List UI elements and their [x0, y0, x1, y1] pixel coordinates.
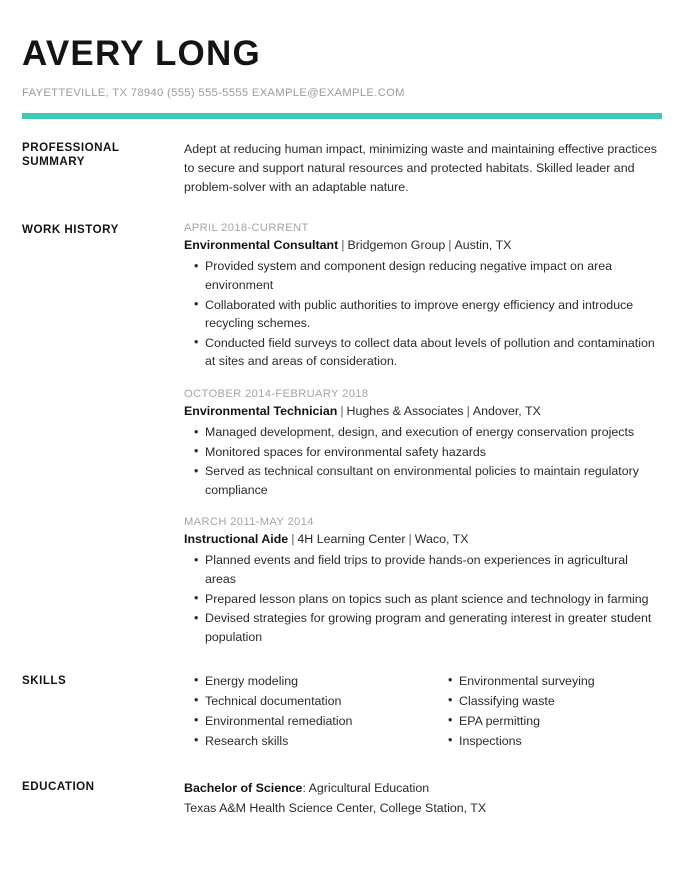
skills-column-right: [423, 673, 662, 753]
job-location: Austin, TX: [454, 238, 512, 253]
skill-item: • Technical documentation: [205, 693, 423, 710]
skill-item: • Energy modeling: [205, 673, 423, 690]
accent-divider-bar: [22, 113, 662, 119]
job-company: Hughes & Associates: [346, 404, 464, 419]
work-history-entry: [184, 388, 662, 499]
job-separator: |: [340, 404, 344, 419]
job-title: Environmental Consultant: [184, 238, 339, 253]
job-separator: |: [291, 532, 295, 547]
job-title: Environmental Technician: [184, 404, 338, 419]
section-label-professional-summary: PROFESSIONAL SUMMARY: [22, 140, 120, 169]
section-body-work-history: [184, 222, 662, 647]
section-work-history: [22, 222, 662, 647]
job-heading: [184, 531, 662, 549]
education-degree: Bachelor of Science: [184, 780, 303, 795]
education-field: : Agricultural Education: [302, 780, 430, 795]
job-bullet: • Collaborated with public authorities to improve energy efficiency and introduce recycling schemes.: [205, 296, 662, 333]
skill-item: • Environmental remediation: [205, 713, 423, 730]
professional-summary-text: Adept at reducing human impact, minimizing waste and maintaining effective practices to secure and support natural resources and protected habitats. Skilled leader and problem-solver with an adaptable nature.: [184, 141, 657, 195]
skill-item: • Classifying waste: [459, 693, 662, 710]
education-institution: Texas A&M Health Science Center, College Station, TX: [184, 800, 487, 815]
job-heading: [184, 403, 662, 421]
section-skills: [22, 673, 662, 753]
job-bullet: • Planned events and field trips to provide hands-on experiences in agricultural areas: [205, 551, 662, 588]
section-education: [22, 779, 662, 819]
job-bullet-list: [184, 423, 662, 499]
section-label-skills: SKILLS: [22, 673, 67, 687]
section-professional-summary: [22, 140, 662, 198]
skill-item: • Inspections: [459, 733, 662, 750]
job-separator: |: [408, 532, 412, 547]
section-body-skills: [184, 673, 662, 753]
job-bullet: • Prepared lesson plans on topics such as plant science and technology in farming: [205, 590, 662, 609]
skills-list-left: [184, 673, 423, 750]
contact-line: FAYETTEVILLE, TX 78940 (555) 555-5555 EXAMPLE@EXAMPLE.COM: [22, 86, 405, 99]
job-location: Waco, TX: [414, 532, 469, 547]
section-label-education: EDUCATION: [22, 779, 95, 793]
job-date: OCTOBER 2014-FEBRUARY 2018: [184, 388, 369, 401]
job-title: Instructional Aide: [184, 532, 289, 547]
job-separator: |: [466, 404, 470, 419]
job-bullet-list: [184, 551, 662, 646]
job-location: Andover, TX: [472, 404, 541, 419]
job-date: MARCH 2011-MAY 2014: [184, 516, 314, 529]
job-date: APRIL 2018-CURRENT: [184, 222, 309, 235]
work-history-entry: [184, 516, 662, 646]
resume-header: [0, 0, 684, 99]
skill-item: • Environmental surveying: [459, 673, 662, 690]
section-body-education: [184, 779, 662, 819]
job-bullet: • Served as technical consultant on environmental policies to maintain regulatory compliance: [205, 462, 662, 499]
skills-columns: [184, 673, 662, 753]
job-company: 4H Learning Center: [297, 532, 406, 547]
job-heading: [184, 237, 662, 255]
job-separator: |: [448, 238, 452, 253]
skill-item: • Research skills: [205, 733, 423, 750]
section-body-professional-summary: [184, 140, 662, 198]
candidate-name: AVERY LONG: [22, 34, 261, 73]
education-degree-line: [184, 779, 662, 799]
skills-list-right: [438, 673, 662, 750]
job-company: Bridgemon Group: [347, 238, 446, 253]
job-bullet: • Devised strategies for growing program and generating interest in greater student population: [205, 609, 662, 646]
work-history-entry: [184, 222, 662, 371]
job-separator: |: [341, 238, 345, 253]
skills-column-left: [184, 673, 423, 753]
resume-content: [0, 140, 684, 819]
job-bullet-list: [184, 257, 662, 371]
skill-item: • EPA permitting: [459, 713, 662, 730]
job-bullet: • Monitored spaces for environmental safety hazards: [205, 443, 662, 462]
section-label-work-history: WORK HISTORY: [22, 223, 119, 237]
job-bullet: • Managed development, design, and execution of energy conservation projects: [205, 423, 662, 442]
job-bullet: • Provided system and component design reducing negative impact on area environment: [205, 257, 662, 294]
job-bullet: • Conducted field surveys to collect data about levels of pollution and contamination at sites and areas of consideration.: [205, 334, 662, 371]
